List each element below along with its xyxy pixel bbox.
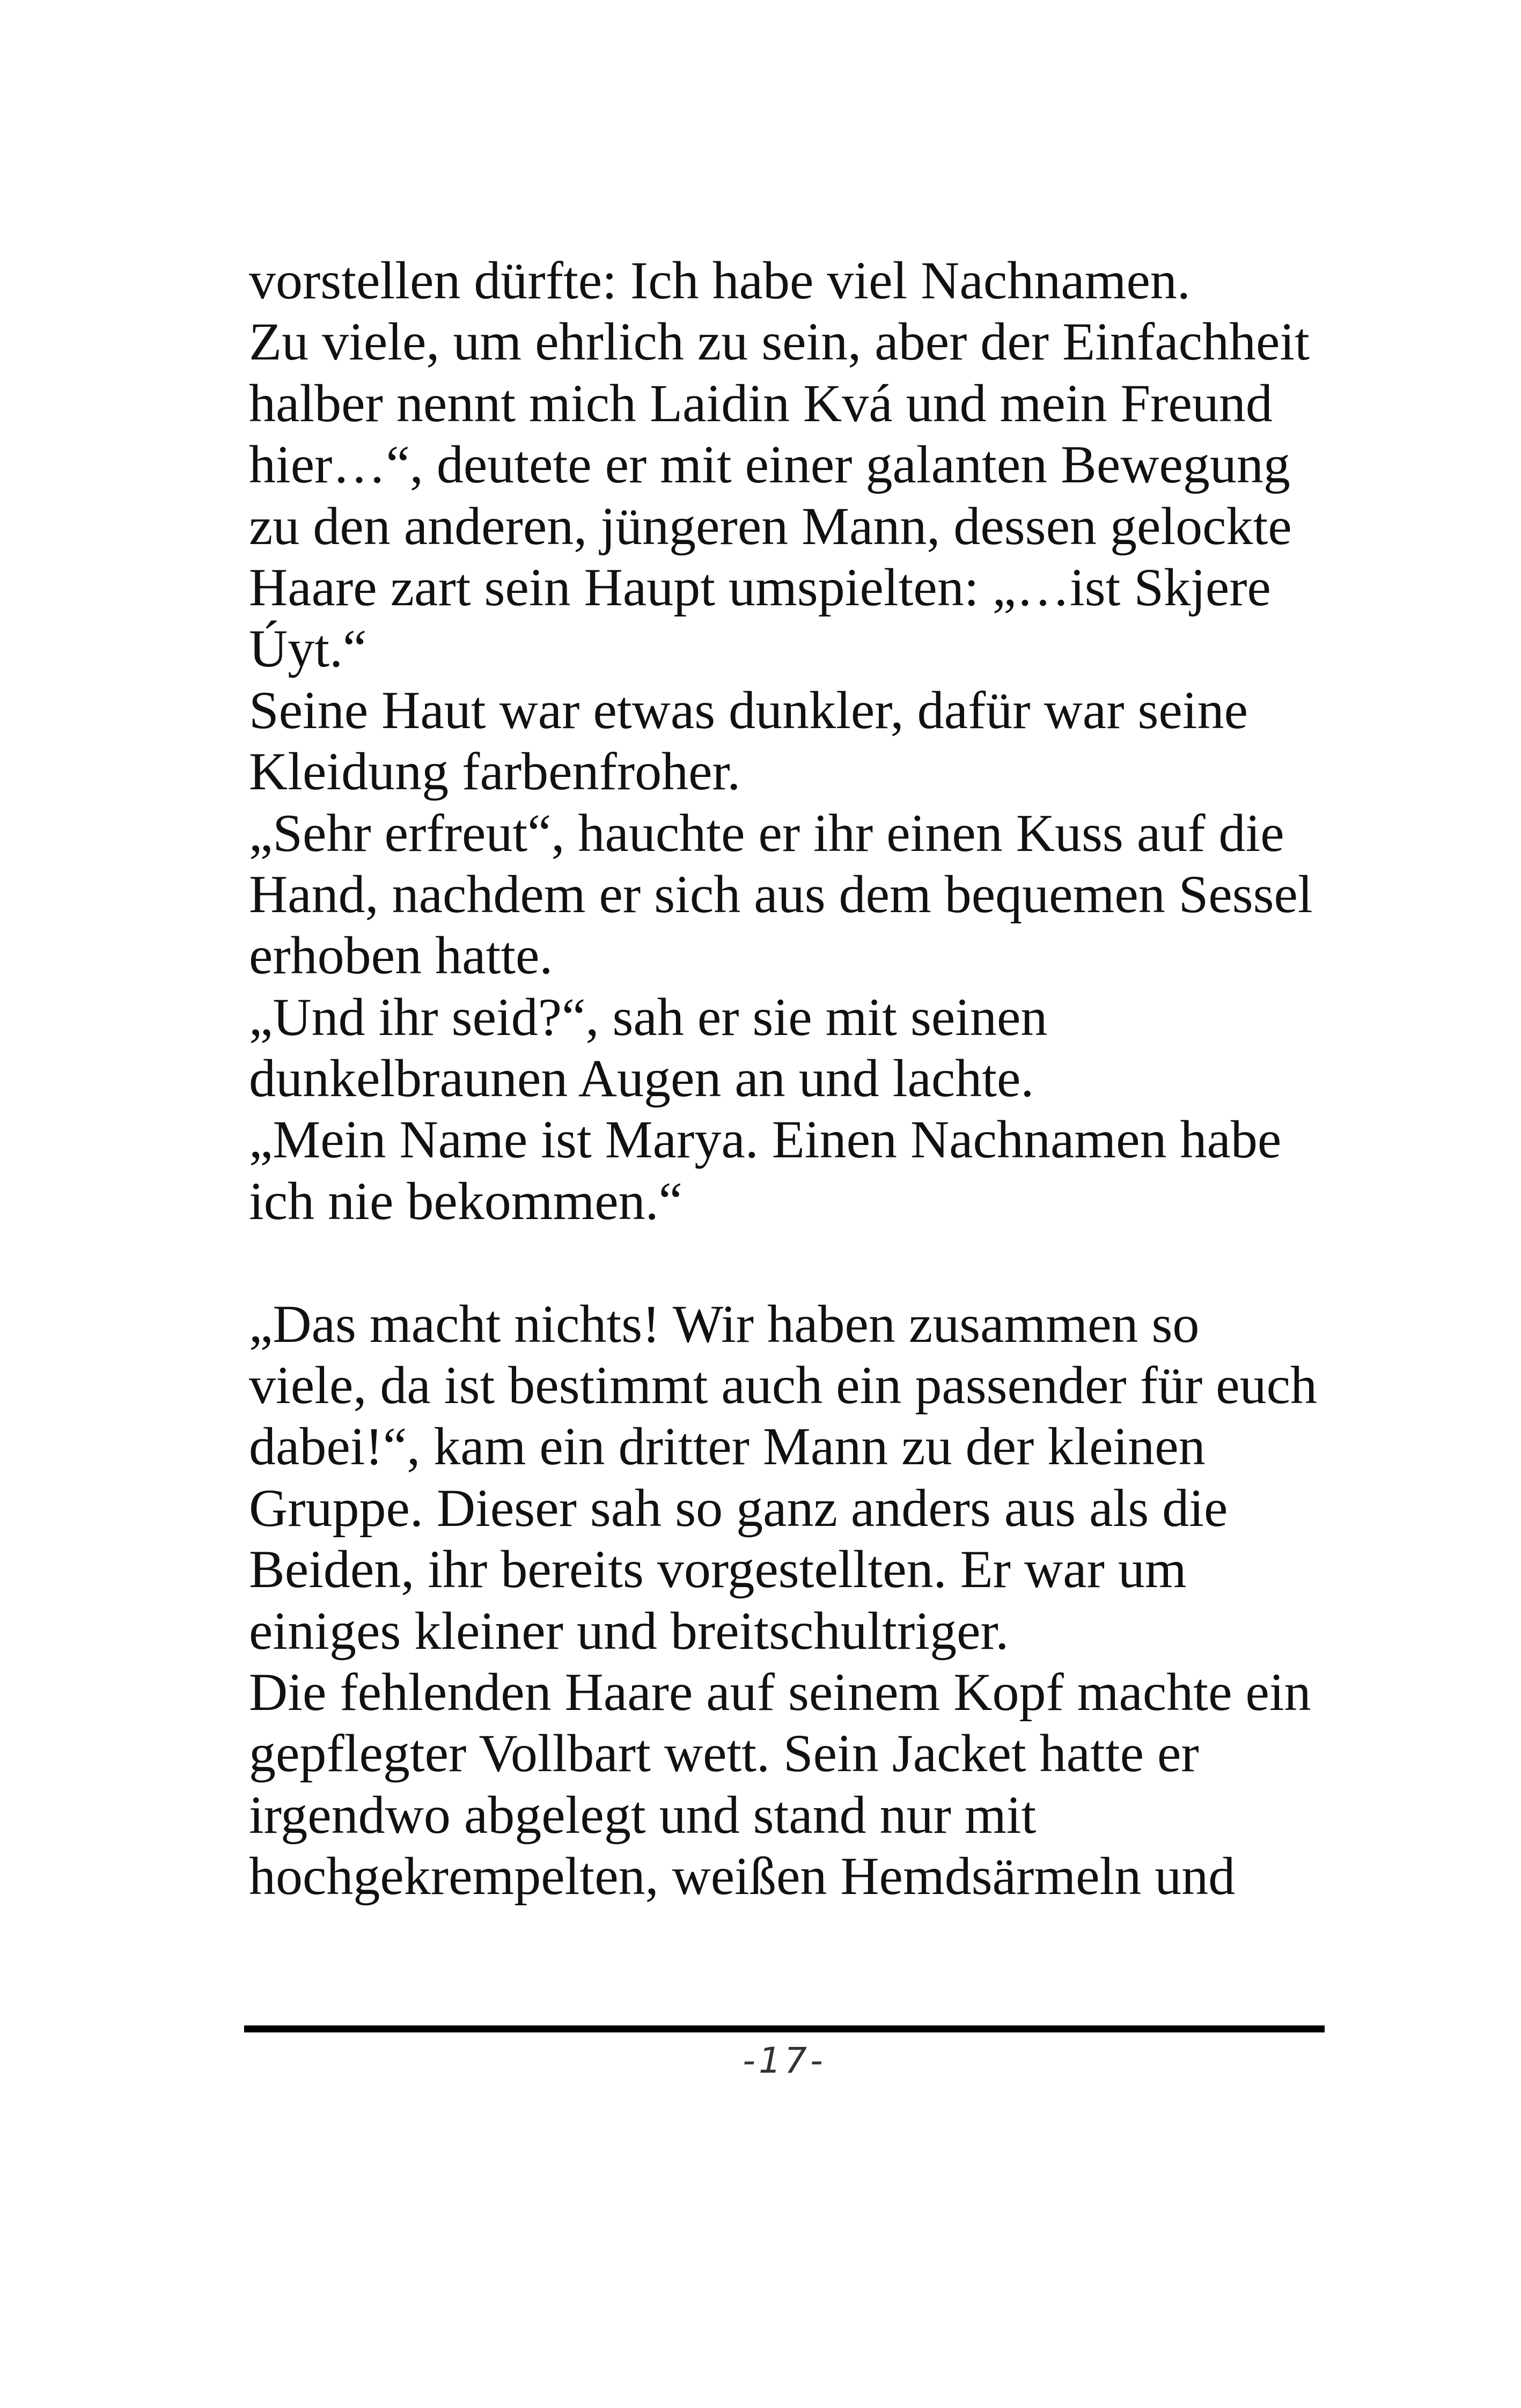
- text-line: „Mein Name ist Marya. Einen Nachnamen habe: [249, 1110, 1282, 1170]
- text-line: Kleidung farbenfroher.: [249, 742, 741, 802]
- text-line: Beiden, ihr bereits vorgestellten. Er war um: [249, 1539, 1187, 1599]
- text-line: irgendwo abgelegt und stand nur mit: [249, 1785, 1037, 1845]
- body-text: [249, 250, 1354, 1907]
- text-line: ich nie bekommen.“: [249, 1171, 683, 1231]
- text-line: Zu viele, um ehrlich zu sein, aber der Einfachheit: [249, 312, 1310, 372]
- text-line: erhoben hatte.: [249, 926, 553, 986]
- text-line: viele, da ist bestimmt auch ein passender für euch: [249, 1355, 1318, 1415]
- text-line: „Das macht nichts! Wir haben zusammen so: [249, 1294, 1200, 1354]
- text-line: hochgekrempelten, weißen Hemdsärmeln und: [249, 1846, 1236, 1906]
- text-line: vorstellen dürfte: Ich habe viel Nachnamen.: [249, 251, 1191, 310]
- text-line: zu den anderen, jüngeren Mann, dessen gelockte: [249, 496, 1292, 556]
- text-line: gepflegter Vollbart wett. Sein Jacket hatte er: [249, 1723, 1199, 1783]
- text-line: Seine Haut war etwas dunkler, dafür war seine: [249, 680, 1248, 740]
- text-line: „Und ihr seid?“, sah er sie mit seinen: [249, 987, 1048, 1047]
- text-line: Haare zart sein Haupt umspielten: „…ist Skjere: [249, 557, 1271, 617]
- text-line: Úyt.“: [249, 619, 367, 679]
- page-number: -17-: [743, 2040, 826, 2081]
- paragraph-gap: [249, 1232, 1354, 1293]
- text-line: Gruppe. Dieser sah so ganz anders aus als die: [249, 1478, 1228, 1538]
- text-line: halber nennt mich Laidin Kvá und mein Freund: [249, 373, 1273, 433]
- text-line: Hand, nachdem er sich aus dem bequemen Sessel: [249, 864, 1313, 924]
- text-line: hier…“, deutete er mit einer galanten Bewegung: [249, 435, 1290, 495]
- text-line: Die fehlenden Haare auf seinem Kopf machte ein: [249, 1662, 1311, 1722]
- text-line: einiges kleiner und breitschultriger.: [249, 1601, 1009, 1661]
- text-line: dunkelbraunen Augen an und lachte.: [249, 1048, 1034, 1108]
- text-line: dabei!“, kam ein dritter Mann zu der kleinen: [249, 1416, 1206, 1477]
- text-line: „Sehr erfreut“, hauchte er ihr einen Kuss auf die: [249, 803, 1284, 863]
- footer-rule: [244, 2025, 1325, 2032]
